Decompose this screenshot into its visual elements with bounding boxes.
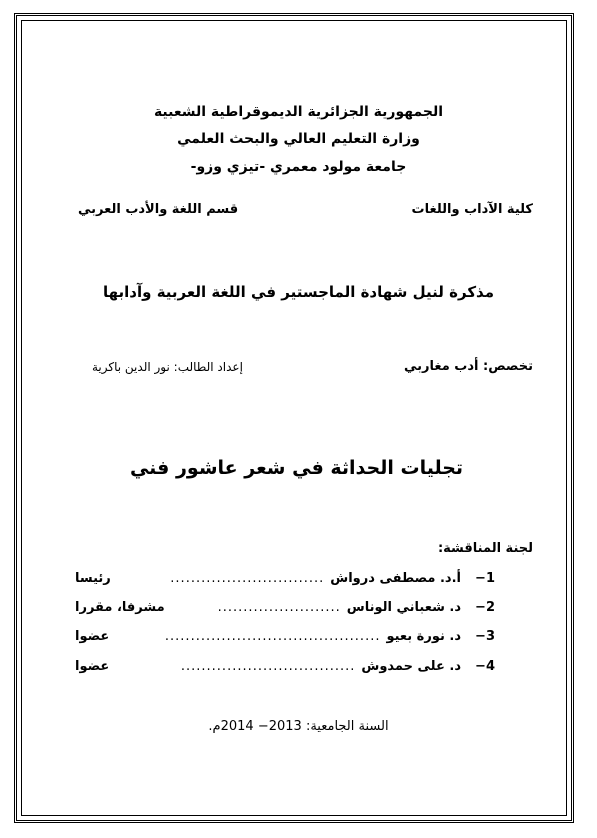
committee-heading: لجنة المناقشة: (437, 541, 533, 556)
committee-member (75, 571, 495, 586)
member-role: عضوا (75, 629, 110, 644)
student-label: إعداد الطالب: نور الدين باكرية (92, 360, 243, 374)
member-name: أ.د. مصطفى درواش (330, 571, 461, 586)
member-number: 2− (475, 600, 495, 615)
member-role: مشرفا، مقررا (75, 600, 165, 615)
member-name: د. نورة بعيو (386, 629, 461, 644)
member-dots: .............................. (170, 571, 325, 586)
department-label: قسم اللغة والأدب العربي (78, 202, 239, 217)
member-name: د. على حمدوش (361, 659, 461, 674)
member-dots: ........................ (217, 600, 341, 615)
member-number: 3− (475, 629, 495, 644)
member-dots: .................................. (180, 659, 356, 674)
member-role: عضوا (75, 659, 110, 674)
ministry-line: وزارة التعليم العالي والبحث العلمي (177, 131, 420, 147)
specialty-label: تخصص: أدب مغاربي (403, 359, 533, 374)
member-number: 1− (475, 571, 495, 586)
committee-member (75, 659, 495, 674)
faculty-label: كلية الآداب واللغات (411, 202, 533, 217)
thesis-title: تجليات الحداثة في شعر عاشور فني (129, 457, 464, 479)
member-dots: .......................................... (164, 629, 381, 644)
committee-member (75, 629, 495, 644)
member-role: رئيسا (75, 571, 111, 586)
memo-line: مذكرة لنيل شهادة الماجستير في اللغة العربية وآدابها (103, 283, 494, 301)
academic-year: السنة الجامعية: 2013− 2014م. (208, 719, 389, 734)
member-name: د. شعباني الوناس (346, 600, 461, 615)
member-number: 4− (475, 659, 495, 674)
committee-member (75, 600, 495, 615)
republic-line: الجمهورية الجزائرية الديموقراطية الشعبية (153, 104, 444, 120)
university-line: جامعة مولود معمري -تيزي وزو- (190, 159, 407, 175)
